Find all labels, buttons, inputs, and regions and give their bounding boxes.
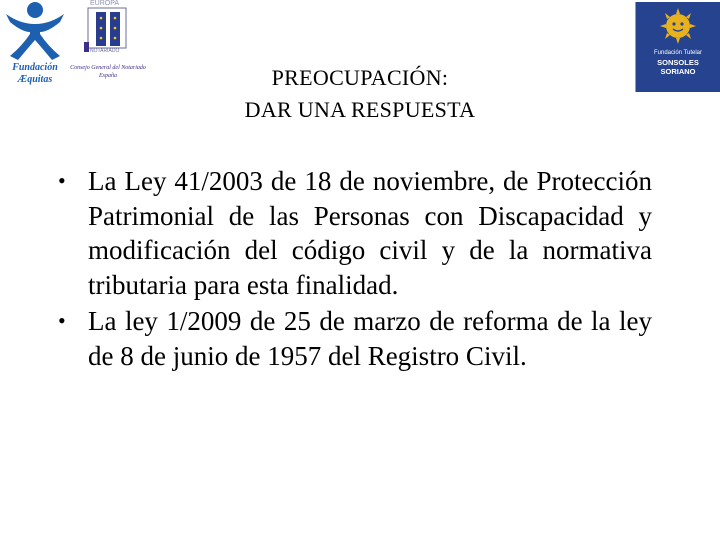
notariado-logo bbox=[62, 0, 154, 92]
bullet-text: La ley 1/2009 de 25 de marzo de reforma de la ley de 8 de junio de 1957 del Registro Civil. bbox=[88, 306, 652, 371]
sonsoles-fund-label: Fundación Tutelar bbox=[653, 50, 703, 56]
aequitas-caption-line1: Fundación bbox=[12, 62, 58, 73]
notariado-caption-line2: España bbox=[99, 73, 117, 79]
sun-emblem-icon bbox=[636, 2, 720, 50]
slide-title bbox=[160, 62, 560, 126]
bullet-item bbox=[58, 304, 652, 373]
slide-title-line2: DAR UNA RESPUESTA bbox=[244, 97, 476, 122]
bullet-list bbox=[58, 164, 652, 375]
bullet-marker: • bbox=[58, 168, 66, 193]
sonsoles-name-line2: SORIANO bbox=[660, 67, 696, 76]
aequitas-caption-line2: Æquitas bbox=[17, 74, 53, 85]
bullet-marker: • bbox=[58, 308, 66, 333]
europa-label: EUROPA bbox=[90, 0, 120, 7]
sonsoles-soriano-logo bbox=[635, 2, 720, 92]
slide-title-line1: PREOCUPACIÓN: bbox=[271, 65, 449, 90]
notariado-label: NOTARIADO bbox=[90, 48, 120, 54]
fundacion-aequitas-logo bbox=[2, 0, 68, 92]
sonsoles-name-line1: SONSOLES bbox=[657, 58, 699, 67]
bullet-text: La Ley 41/2003 de 18 de noviembre, de Protección Patrimonial de las Personas con Discapacidad y modificación del código civil y de la normativa tributaria para esta finalidad. bbox=[88, 166, 652, 300]
bullet-item bbox=[58, 164, 652, 302]
notariado-caption-line1: Consejo General del Notariado bbox=[70, 65, 146, 71]
aequitas-figure-icon bbox=[2, 0, 68, 62]
